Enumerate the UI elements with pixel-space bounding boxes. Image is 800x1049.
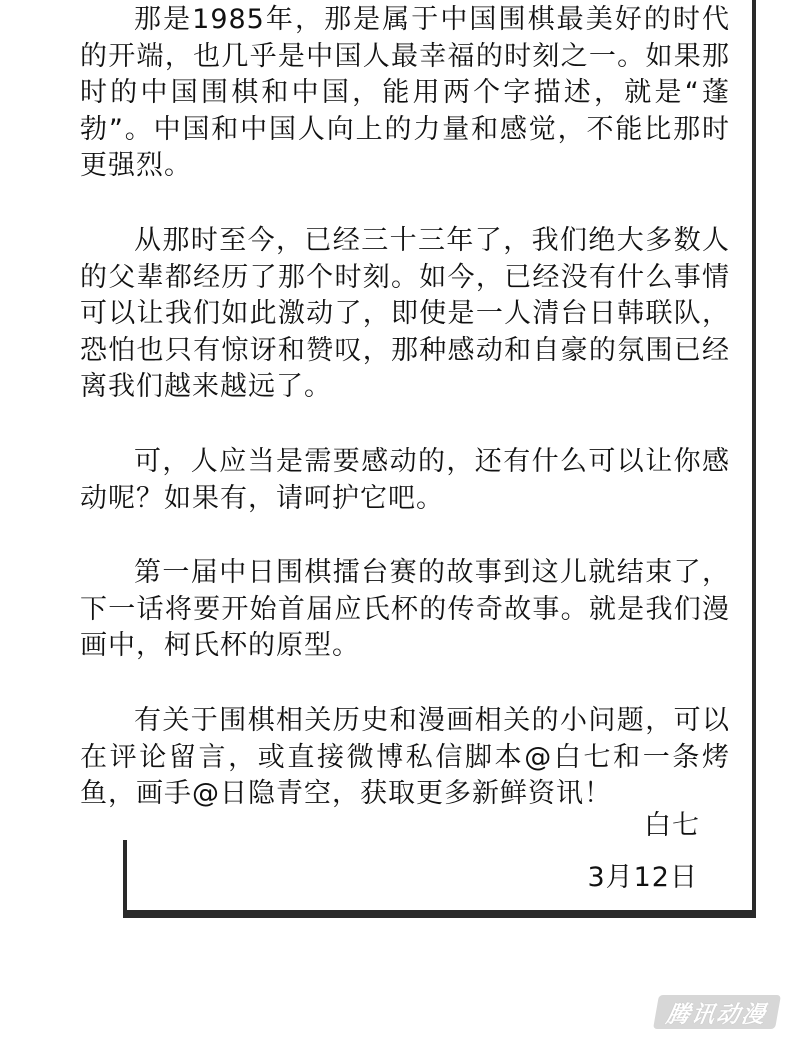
paragraph-4: 第一届中日围棋擂台赛的故事到这儿就结束了，下一话将要开始首届应氏杯的传奇故事。就是我们漫画中，柯氏杯的原型。 <box>80 557 730 662</box>
paragraph-5: 有关于围棋相关历史和漫画相关的小问题，可以在评论留言，或直接微博私信脚本@白七和一条烤鱼，画手@日隐青空，获取更多新鲜资讯！ <box>80 704 730 810</box>
paragraph-1: 那是1985年，那是属于中国围棋最美好的时代的开端，也几乎是中国人最幸福的时刻之一。如果那时的中国围棋和中国，能用两个字描述，就是“蓬勃”。中国和中国人向上的力量和感觉，不能比那时更强烈。 <box>80 4 730 182</box>
paragraph-3: 可，人应当是需要感动的，还有什么可以让你感动呢？如果有，请呵护它吧。 <box>80 445 730 514</box>
author-signature: 白七 <box>644 810 700 841</box>
afterword-text <box>80 0 730 851</box>
frame-left-border <box>123 840 127 918</box>
frame-bottom-border <box>123 910 756 918</box>
watermark-logo: 腾讯动漫 <box>653 995 781 1029</box>
frame-right-border <box>752 0 756 918</box>
post-date: 3月12日 <box>587 862 698 893</box>
paragraph-2: 从那时至今，已经三十三年了，我们绝大多数人的父辈都经历了那个时刻。如今，已经没有什么事情可以让我们如此激动了，即使是一人清台日韩联队，恐怕也只有惊讶和赞叹，那种感动和自豪的氛围已经离我们越来越远了。 <box>80 224 730 403</box>
